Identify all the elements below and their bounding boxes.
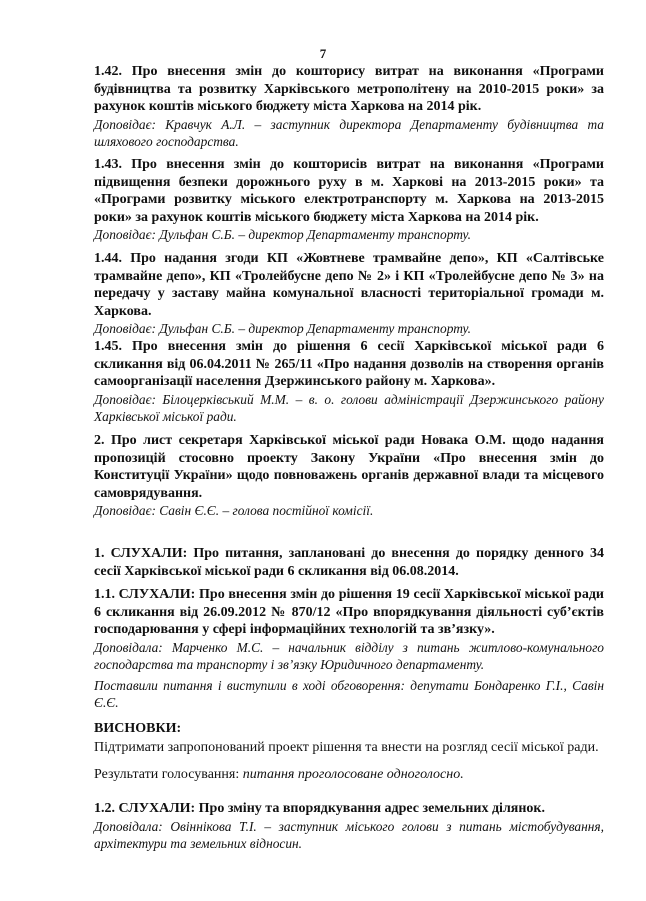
agenda-item-speaker: Доповідає: Дульфан С.Б. – директор Департаменту транспорту. — [94, 321, 472, 336]
vote-results — [94, 765, 604, 784]
agenda-item-1-43 — [94, 156, 604, 244]
agenda-item-speaker: Доповідає: Білоцерківський М.М. – в. о. голови адміністрації Дзержинського району Харківської міської ради. — [94, 391, 604, 424]
agenda-item-1-44 — [94, 250, 604, 338]
agenda-item-title: 1.42. Про внесення змін до кошторису витрат на виконання «Програми будівництва та розвитку Харківського метрополітену на 2010-2015 роки» за рахунок коштів міського бюджету міста Харкова на 2014 рік. — [94, 64, 604, 114]
heard-item-1-2 — [94, 800, 604, 853]
agenda-item-speaker: Доповідає: Савін Є.Є. – голова постійної комісії. — [94, 503, 374, 518]
heard-item-1-1 — [94, 586, 604, 784]
agenda-item-1-42 — [94, 63, 604, 151]
heard-item-title: 1.2. СЛУХАЛИ: Про зміну та впорядкування адрес земельних ділянок. — [94, 801, 546, 816]
conclusions-heading: ВИСНОВКИ: — [94, 720, 182, 736]
page-number: 7 — [319, 46, 327, 61]
heard-item-speaker: Доповідала: Овіннікова Т.І. – заступник міського голови з питань містобудування, архітектури та земельних відносин. — [94, 818, 604, 851]
agenda-item-2 — [94, 432, 604, 520]
agenda-item-speaker: Доповідає: Дульфан С.Б. – директор Департаменту транспорту. — [94, 227, 472, 242]
heard-item-speaker: Доповідала: Марченко М.С. – начальник відділу з питань житлово-комунального господарства та транспорту і зв’язку Юридичного департаменту. — [94, 639, 604, 672]
agenda-item-title: 1.45. Про внесення змін до рішення 6 сесії Харківської міської ради 6 скликання від 06.04.2011 № 265/11 «Про надання дозволів на створення органів самоорганізації населення Дзержинського району м. Харкова». — [94, 339, 604, 389]
conclusion-text: Підтримати запропонований проект рішення та внести на розгляд сесії міської ради. — [94, 739, 599, 755]
agenda-item-1-45 — [94, 338, 604, 426]
vote-label: Результати голосування: — [94, 766, 243, 782]
agenda-item-title: 2. Про лист секретаря Харківської міської ради Новака О.М. щодо надання пропозицій стосовно проекту Закону України «Про внесення змін до Конституції України» щодо повноважень органів державної влади та місцевого самоврядування. — [94, 433, 604, 501]
heard-title: 1. СЛУХАЛИ: Про питання, заплановані до внесення до порядку денного 34 сесії Харківської міської ради 6 скликання від 06.08.2014. — [94, 546, 604, 579]
discussion-note: Поставили питання і виступили в ході обговорення: депутати Бондаренко Г.І., Савін Є.Є. — [94, 677, 604, 710]
agenda-item-speaker: Доповідає: Кравчук А.Л. – заступник директора Департаменту будівництва та шляхового господарства. — [94, 116, 604, 149]
heard-item-title: 1.1. СЛУХАЛИ: Про внесення змін до рішення 19 сесії Харківської міської ради 6 скликання від 26.09.2012 № 870/12 «Про впорядкування діяльності суб’єктів господарювання у сфері інформаційних технологій та зв’язку». — [94, 587, 604, 637]
agenda-item-title: 1.43. Про внесення змін до кошторисів витрат на виконання «Програми підвищення безпеки дорожнього руху в м. Харкові на 2013-2015 роки» та «Програми розвитку міського електротранспорту м. Харкова на 2013-2015 роки» за рахунок коштів міського бюджету міста Харкова на 2014 рік. — [94, 157, 604, 225]
heard-section-1 — [94, 545, 604, 580]
agenda-item-title: 1.44. Про надання згоди КП «Жовтневе трамвайне депо», КП «Салтівське трамвайне депо», КП «Тролейбусне депо № 2» і КП «Тролейбусне депо № 3» на передачу у заставу майна комунальної власності територіальної громади м. Харкова. — [94, 251, 604, 319]
vote-result: питання проголосоване одноголосно. — [242, 766, 464, 782]
